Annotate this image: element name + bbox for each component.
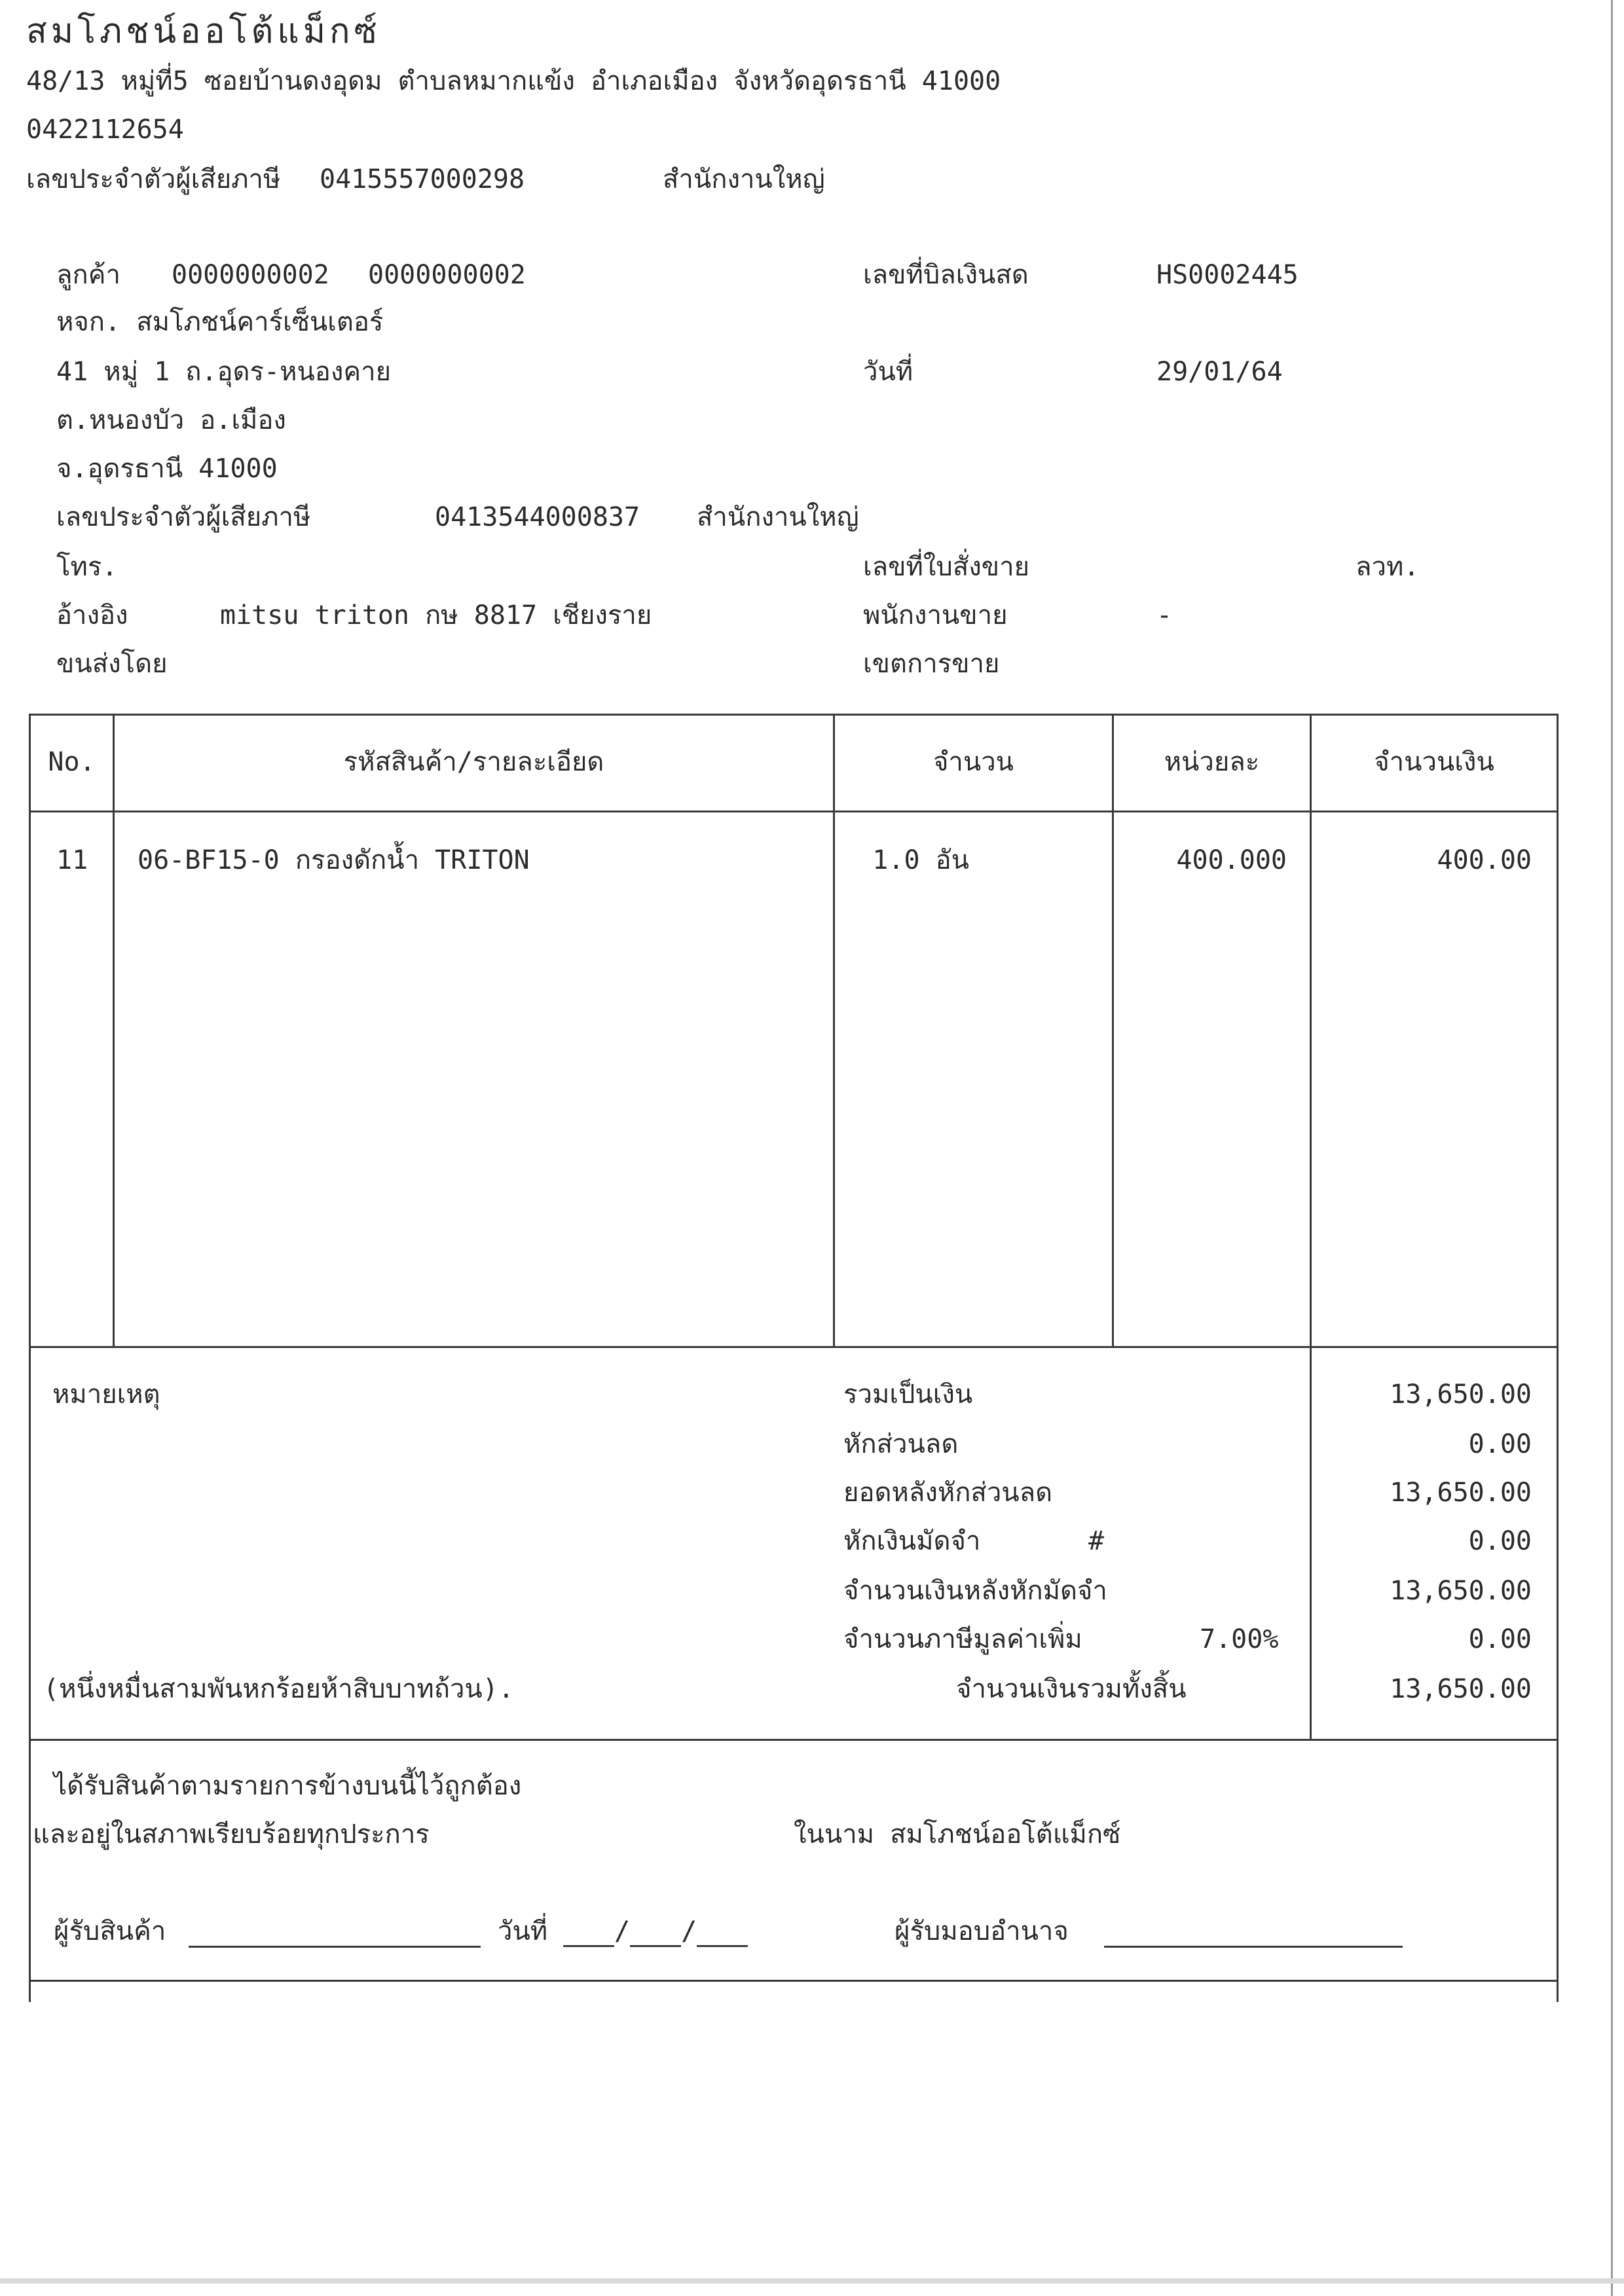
row-amount: 400.00 <box>1437 845 1532 875</box>
amount-in-words: (หนึ่งหมื่นสามพันหกร้อยห้าสิบบาทถ้วน). <box>43 1674 514 1704</box>
subtotal-label: รวมเป็นเงิน <box>843 1379 973 1410</box>
header-quantity: จำนวน <box>932 747 1014 777</box>
after-deposit-value: 13,650.00 <box>1390 1576 1532 1606</box>
bill-number: HS0002445 <box>1156 260 1299 290</box>
sales-order-label: เลขที่ใบสั่งขาย <box>863 552 1030 582</box>
vat-label: จำนวนภาษีมูลค่าเพิ่ม <box>843 1624 1082 1654</box>
customer-code-2: 0000000002 <box>368 260 526 290</box>
reference-label: อ้างอิง <box>56 600 128 630</box>
salesperson-value: - <box>1156 600 1173 630</box>
bill-date-label: วันที่ <box>863 357 913 387</box>
authorized-label: ผู้รับมอบอำนาจ <box>895 1916 1069 1946</box>
bill-date: 29/01/64 <box>1156 357 1283 387</box>
received-statement-1: ได้รับสินค้าตามรายการข้างบนนี้ไว้ถูกต้อง <box>54 1771 522 1801</box>
authorized-signature-line <box>1104 1920 1403 1948</box>
seller-branch: สำนักงานใหญ่ <box>663 164 825 194</box>
receive-date-label: วันที่ <box>498 1916 548 1946</box>
seller-address: 48/13 หมู่ที่5 ซอยบ้านดงอุดม ตำบลหมากแข้ง อำเภอเมือง จังหวัดอุดรธานี 41000 <box>26 66 1001 96</box>
customer-label: ลูกค้า <box>56 260 120 290</box>
total-value: 13,650.00 <box>1390 1674 1532 1704</box>
on-behalf-of: ในนาม สมโภชน์ออโต้แม็กซ์ <box>794 1819 1121 1850</box>
reference-value: mitsu triton กษ 8817 เชียงราย <box>220 600 652 630</box>
customer-address-3: จ.อุดรธานี 41000 <box>56 454 278 484</box>
subtotal-value: 13,650.00 <box>1390 1379 1532 1410</box>
bill-number-label: เลขที่บิลเงินสด <box>863 260 1029 290</box>
receiver-signature-line <box>189 1920 481 1948</box>
header-amount: จำนวนเงิน <box>1374 747 1494 777</box>
customer-phone-label: โทร. <box>56 552 118 582</box>
customer-tax-label: เลขประจำตัวผู้เสียภาษี <box>56 502 311 532</box>
seller-tax-label: เลขประจำตัวผู้เสียภาษี <box>26 164 281 194</box>
seller-tax-id: 0415557000298 <box>320 164 525 194</box>
deposit-value: 0.00 <box>1468 1526 1532 1556</box>
sales-area-label: เขตการขาย <box>863 649 1000 679</box>
customer-tax-id: 0413544000837 <box>435 502 640 532</box>
deposit-mark: # <box>1088 1526 1105 1556</box>
salesperson-label: พนักงานขาย <box>863 600 1008 630</box>
row-no: 11 <box>56 845 88 875</box>
shipping-label: ขนส่งโดย <box>56 649 168 679</box>
discount-value: 0.00 <box>1468 1429 1532 1459</box>
row-quantity: 1.0 อัน <box>872 845 969 875</box>
vat-value: 0.00 <box>1468 1624 1532 1654</box>
remark-label: หมายเหตุ <box>52 1379 160 1410</box>
vat-rate: 7.00% <box>1200 1624 1279 1654</box>
receive-date-blank: / / <box>563 1916 748 1947</box>
customer-name: หจก. สมโภชน์คาร์เซ็นเตอร์ <box>56 307 384 337</box>
customer-code-1: 0000000002 <box>172 260 329 290</box>
discount-label: หักส่วนลด <box>843 1429 959 1459</box>
customer-address-2: ต.หนองบัว อ.เมือง <box>56 405 286 435</box>
after-discount-value: 13,650.00 <box>1390 1478 1532 1508</box>
sales-order-suffix: ลวท. <box>1356 552 1420 582</box>
seller-phone: 0422112654 <box>26 115 184 145</box>
after-discount-label: ยอดหลังหักส่วนลด <box>843 1478 1053 1508</box>
row-description: 06-BF15-0 กรองดักน้ำ TRITON <box>138 845 530 875</box>
received-statement-2: และอยู่ในสภาพเรียบร้อยทุกประการ <box>33 1819 430 1850</box>
customer-address-1: 41 หมู่ 1 ถ.อุดร-หนองคาย <box>56 357 392 387</box>
header-unit-price: หน่วยละ <box>1164 747 1260 777</box>
customer-branch: สำนักงานใหญ่ <box>697 502 859 532</box>
receiver-label: ผู้รับสินค้า <box>54 1916 166 1946</box>
header-description: รหัสสินค้า/รายละเอียด <box>343 747 604 777</box>
deposit-label: หักเงินมัดจำ <box>843 1526 981 1556</box>
after-deposit-label: จำนวนเงินหลังหักมัดจำ <box>843 1576 1107 1606</box>
header-no: No. <box>48 747 96 777</box>
total-label: จำนวนเงินรวมทั้งสิ้น <box>956 1674 1187 1704</box>
seller-name: สมโภชน์ออโต้แม็กซ์ <box>26 12 381 51</box>
row-unit-price: 400.000 <box>1176 845 1287 875</box>
